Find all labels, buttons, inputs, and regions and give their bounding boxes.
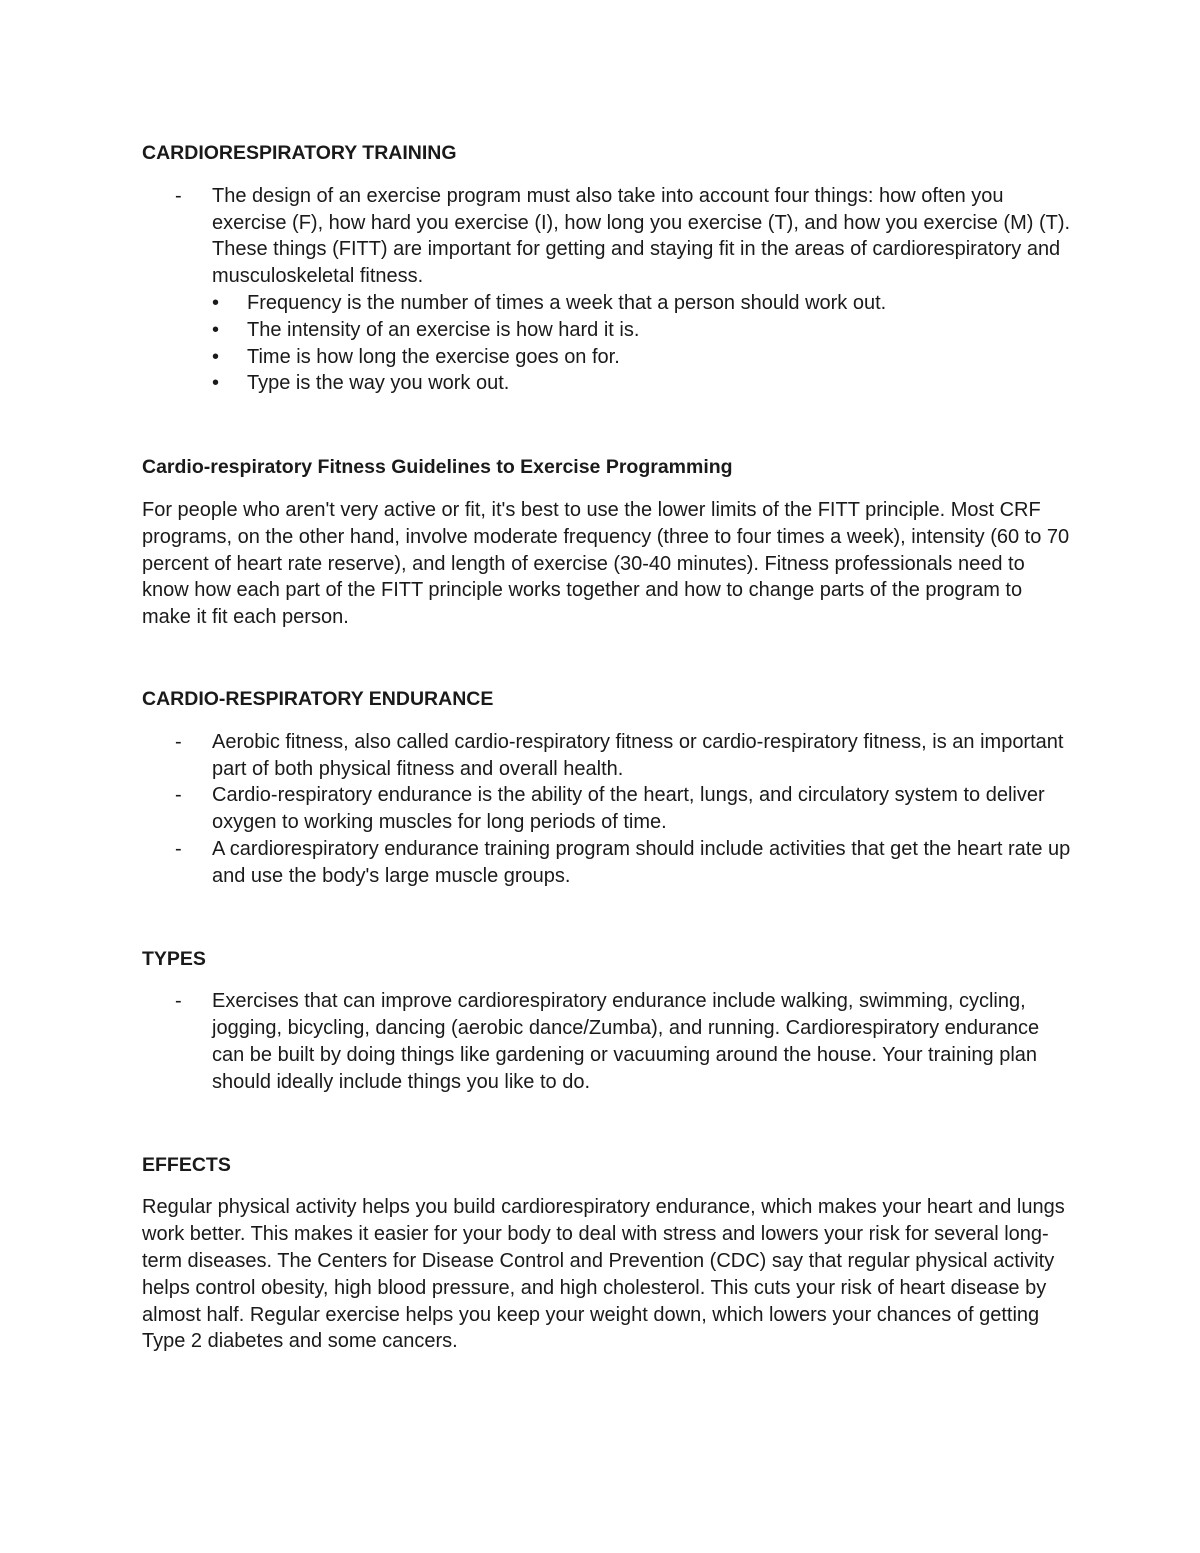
document-page (142, 140, 1072, 1355)
list-item-text: Exercises that can improve cardiorespiratory endurance include walking, swimming, cycling, jogging, bicycling, dancing (aerobic dance/Zumba), and running. Cardiorespiratory endurance can be built by doing things like gardening or vacuuming around the house. Your training plan should ideally include things you like to do. (212, 990, 1040, 1093)
bullet-marker: • (212, 345, 220, 368)
list-item (142, 782, 1072, 836)
bullet-marker: • (212, 318, 220, 341)
bullet-marker: • (212, 372, 220, 395)
list-item (212, 370, 1072, 397)
dash-marker: - (175, 990, 182, 1013)
dash-marker: - (175, 837, 182, 860)
heading-cardiorespiratory-training: CARDIORESPIRATORY TRAINING (142, 142, 457, 164)
heading-effects: EFFECTS (142, 1153, 231, 1176)
dash-marker: - (175, 184, 182, 207)
effects-paragraph: Regular physical activity helps you build cardiorespiratory endurance, which makes your heart and lungs work better. This makes it easier for your body to deal with stress and lowers your risk for several long-term diseases. The Centers for Disease Control and Prevention (CDC) say that regular physical activity helps control obesity, high blood pressure, and high cholesterol. This cuts your risk of heart disease by almost half. Regular exercise helps you keep your weight down, which lowers your chances of getting Type 2 diabetes and some cancers. (142, 1196, 1065, 1353)
heading-cardio-respiratory-endurance: CARDIO-RESPIRATORY ENDURANCE (142, 687, 494, 710)
dash-marker: - (175, 784, 182, 807)
list-item (212, 290, 1072, 317)
list-item-text: Cardio-respiratory endurance is the ability of the heart, lungs, and circulatory system to deliver oxygen to working muscles for long periods of time. (212, 784, 1045, 834)
list-item (212, 317, 1072, 344)
list-item (212, 344, 1072, 371)
types-dash-list (142, 988, 1072, 1095)
bullet-marker: • (212, 291, 220, 314)
heading-types: TYPES (142, 947, 206, 970)
list-item-text: The intensity of an exercise is how hard it is. (247, 318, 640, 341)
list-item-text: A cardiorespiratory endurance training program should include activities that get the heart rate up and use the body's large muscle groups. (212, 837, 1071, 887)
list-item-text: Aerobic fitness, also called cardio-respiratory fitness or cardio-respiratory fitness, is an important part of both physical fitness and overall health. (212, 730, 1064, 780)
list-item-text: Time is how long the exercise goes on for. (247, 345, 620, 368)
list-item-text: The design of an exercise program must also take into account four things: how often you exercise (F), how hard you exercise (I), how long you exercise (T), and how you exercise (M) (T). These things (FITT) are important for getting and staying fit in the areas of cardiorespiratory and musculoskeletal fitness. (212, 184, 1071, 288)
list-item-text: Frequency is the number of times a week that a person should work out. (247, 291, 887, 314)
fitt-bullet-list (212, 290, 1072, 397)
list-item (142, 183, 1072, 397)
training-dash-list (142, 183, 1072, 397)
endurance-dash-list (142, 729, 1072, 890)
list-item (142, 988, 1072, 1095)
heading-fitness-guidelines: Cardio-respiratory Fitness Guidelines to Exercise Programming (142, 456, 733, 479)
guidelines-paragraph: For people who aren't very active or fit, it's best to use the lower limits of the FITT principle. Most CRF programs, on the other hand, involve moderate frequency (three to four times a week), intensity (60 to 70 percent of heart rate reserve), and length of exercise (30-40 minutes). Fitness professionals need to know how each part of the FITT principle works together and how to change parts of the program to make it fit each person. (142, 498, 1070, 629)
list-item (142, 729, 1072, 783)
dash-marker: - (175, 730, 182, 753)
list-item-text: Type is the way you work out. (247, 372, 510, 395)
list-item (142, 836, 1072, 890)
